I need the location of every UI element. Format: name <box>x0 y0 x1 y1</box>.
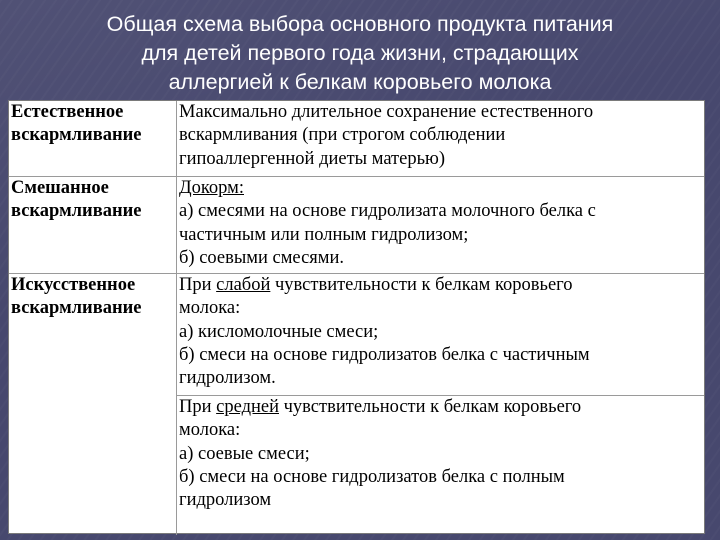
emphasis-medium: средней <box>216 397 279 417</box>
title-line: для детей первого года жизни, страдающих <box>141 41 579 65</box>
emphasis-weak: слабой <box>216 275 271 295</box>
row-content-mixed: Докорм: а) смесями на основе гидролизата молочного белка с частичным или полным гидролизом; б) соевыми смесями. <box>177 177 704 274</box>
title-line: Общая схема выбора основного продукта питания <box>106 12 614 36</box>
title-line: аллергией к белкам коровьего молока <box>168 70 552 94</box>
row-content-artificial-medium: При средней чувствительности к белкам коровьего молока: а) соевые смеси; б) смеси на основе гидролизатов белка с полным гидролизом <box>179 397 582 511</box>
feeding-scheme-table <box>8 100 705 534</box>
row-label-natural: Естественное вскармливание <box>9 101 177 177</box>
row-content-natural: Максимально длительное сохранение естественного вскармливания (при строгом соблюдении гипоаллергенной диеты матерью) <box>177 101 704 177</box>
slide-title <box>0 10 720 97</box>
row-label-artificial: Искусственное вскармливание <box>9 274 177 535</box>
row-label-mixed: Смешанное вскармливание <box>9 177 177 274</box>
row-content-artificial-weak: При слабой чувствительности к белкам коровьего молока: а) кисломолочные смеси; б) смеси на основе гидролизатов белка с частичным гидролизом. <box>177 274 704 396</box>
